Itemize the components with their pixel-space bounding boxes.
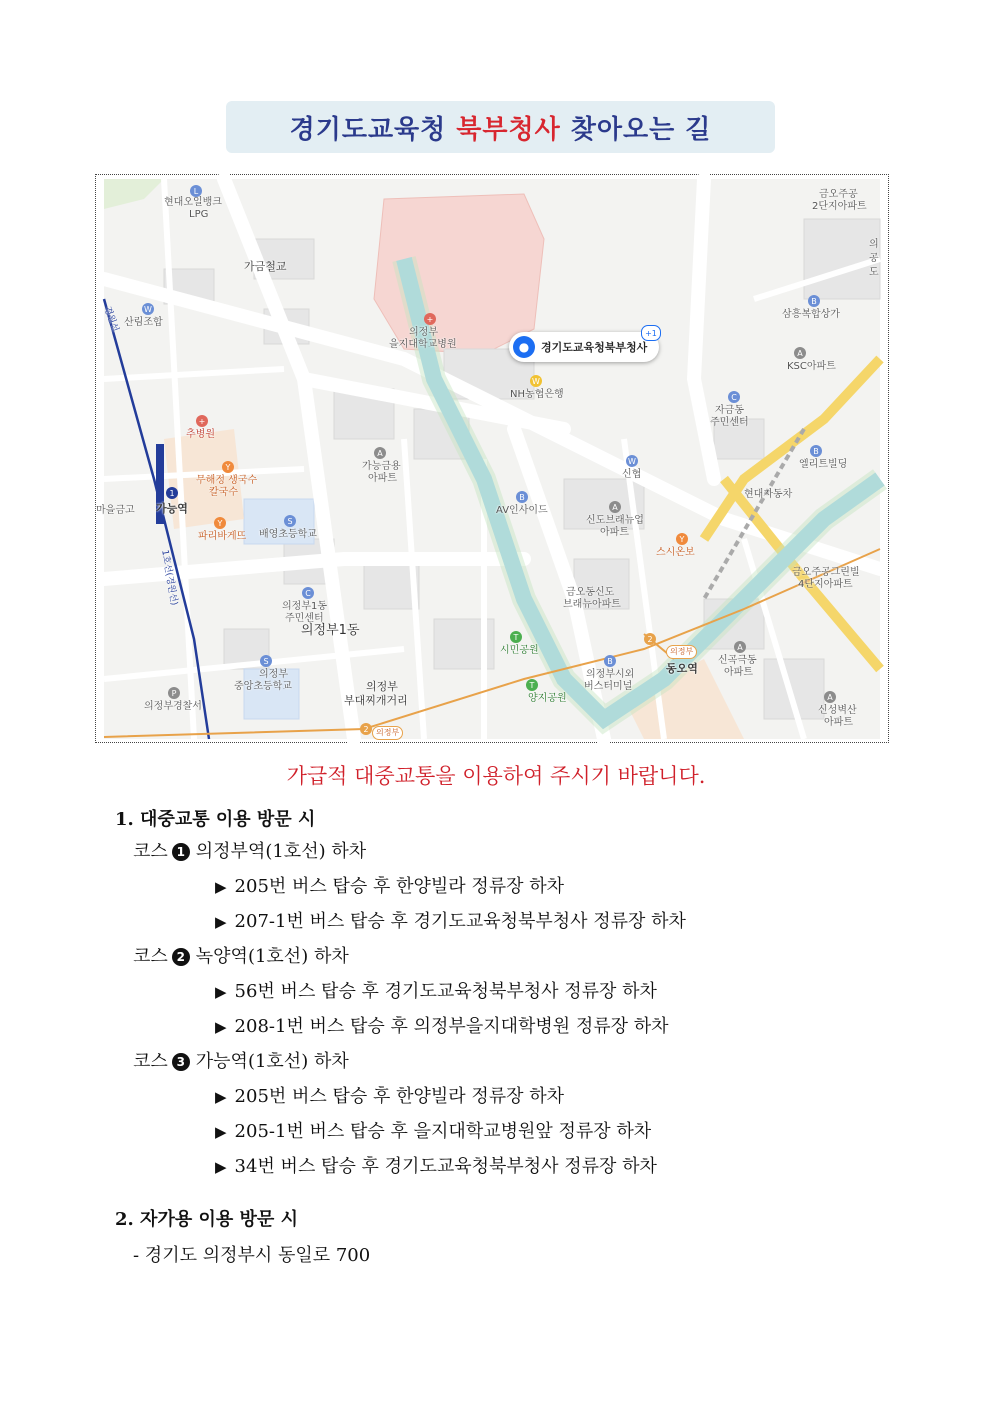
- course-number-badge: 2: [172, 948, 190, 966]
- map-label: 의정부: [259, 669, 288, 680]
- notice-text: 가급적 대중교통을 이용하여 주시기 바랍니다.: [286, 764, 706, 788]
- apartment-icon: A: [794, 347, 806, 359]
- map-label: 가금철교: [244, 260, 287, 273]
- route-item: [215, 910, 686, 934]
- course-prefix: 코스: [133, 1051, 168, 1072]
- map-label: 의정부경찰서: [144, 701, 202, 712]
- fuel-icon: L: [190, 185, 202, 197]
- map-label: 의: [869, 239, 879, 250]
- triangle-bullet-icon: ▶: [215, 983, 227, 1001]
- map-label: 동오역: [666, 662, 698, 675]
- map-label: 부대찌개거리: [344, 694, 408, 707]
- course-prefix: 코스: [133, 946, 168, 967]
- map-label: 주민센터: [285, 613, 324, 624]
- map-label: 배영초등학교: [259, 529, 317, 540]
- map-label: 아파트: [724, 667, 753, 678]
- destination-label: 경기도교육청북부청사: [541, 341, 648, 354]
- title-highlight: 북부청사: [456, 114, 561, 145]
- apartment-icon: A: [609, 501, 621, 513]
- title-prefix: 경기도교육청: [289, 114, 447, 145]
- restaurant-icon: Y: [214, 517, 226, 529]
- station-badge: 의정부: [372, 726, 403, 740]
- map-label: 현대자동차: [744, 489, 793, 500]
- police-icon: P: [168, 687, 180, 699]
- route-item: [215, 875, 564, 899]
- map-label: 의정부시외: [586, 669, 635, 680]
- map-label: 아파트: [600, 527, 629, 538]
- map-label: 마을금고: [96, 505, 135, 516]
- map-label: 산림조합: [124, 317, 163, 328]
- building-icon: B: [516, 491, 528, 503]
- map-label: AV인사이드: [496, 505, 548, 516]
- destination-badge: +1: [641, 325, 661, 341]
- title-suffix: 찾아오는 길: [570, 114, 712, 145]
- location-pin-icon: ●: [513, 336, 535, 358]
- apartment-icon: A: [824, 691, 836, 703]
- course-number-badge: 3: [172, 1053, 190, 1071]
- park-icon: T: [526, 679, 538, 691]
- map-label: 의정부: [366, 680, 398, 693]
- subway-icon: 2: [360, 723, 372, 735]
- map-label: NH농협은행: [510, 389, 564, 400]
- route-item: [215, 1085, 564, 1109]
- page-title: [226, 101, 775, 153]
- community-center-icon: C: [302, 587, 314, 599]
- map-label: 의정부1동: [282, 601, 328, 612]
- school-icon: S: [260, 655, 272, 667]
- map-label: 브래뉴아파트: [563, 599, 621, 610]
- route-item: [215, 1015, 669, 1039]
- subway-icon: 1: [166, 487, 178, 499]
- map-label: LPG: [189, 209, 209, 220]
- apartment-icon: A: [374, 447, 386, 459]
- route-text: 205-1번 버스 탑승 후 을지대학교병원앞 정류장 하차: [234, 1121, 652, 1142]
- map-label: KSC아파트: [787, 361, 836, 372]
- map-label: 금오주공: [819, 189, 858, 200]
- address-text: - 경기도 의정부시 동일로 700: [133, 1245, 371, 1266]
- subway-line-label: 1호선(경원선): [159, 549, 179, 607]
- map-label: 의정부1동: [301, 623, 360, 638]
- route-text: 205번 버스 탑승 후 한양빌라 정류장 하차: [234, 1086, 565, 1107]
- restaurant-icon: Y: [676, 533, 688, 545]
- course-3: [133, 1050, 349, 1074]
- map-label: 금오주공그린빌: [792, 567, 860, 578]
- community-center-icon: C: [728, 391, 740, 403]
- map-label: 신곡극동: [718, 655, 757, 666]
- map-label: 4단지아파트: [798, 579, 853, 590]
- map-label: 가능금용: [362, 461, 401, 472]
- map-label: 현대오일뱅크: [164, 197, 222, 208]
- triangle-bullet-icon: ▶: [215, 1088, 227, 1106]
- map-label: 을지대학교병원: [389, 339, 457, 350]
- triangle-bullet-icon: ▶: [215, 1158, 227, 1176]
- course-2: [133, 945, 349, 969]
- map-label: 가능역: [156, 502, 188, 515]
- map-label: 중앙초등학교: [234, 681, 292, 692]
- hospital-icon: +: [196, 415, 208, 427]
- school-icon: S: [284, 515, 296, 527]
- route-text: 205번 버스 탑승 후 한양빌라 정류장 하차: [234, 876, 565, 897]
- station-badge: 의정부: [666, 645, 697, 659]
- location-map: [95, 174, 889, 743]
- map-label: 신협: [622, 469, 642, 480]
- triangle-bullet-icon: ▶: [215, 878, 227, 896]
- bank-icon: W: [142, 303, 154, 315]
- map-label: 무해정 생국수: [196, 475, 258, 486]
- map-label: 의정부: [409, 327, 438, 338]
- map-label: 2단지아파트: [812, 201, 867, 212]
- map-label: 엘리트빌딩: [799, 459, 848, 470]
- course-station: 가능역(1호선) 하차: [195, 1051, 349, 1072]
- map-label: 아파트: [368, 473, 397, 484]
- triangle-bullet-icon: ▶: [215, 913, 227, 931]
- course-number-badge: 1: [172, 843, 190, 861]
- map-graphic: [104, 179, 880, 739]
- map-label: 아파트: [824, 717, 853, 728]
- map-label: 스시온보: [656, 547, 695, 558]
- park-icon: T: [510, 631, 522, 643]
- map-label: 신성벽산: [818, 705, 857, 716]
- triangle-bullet-icon: ▶: [215, 1018, 227, 1036]
- course-1: [133, 840, 366, 864]
- course-station: 의정부역(1호선) 하차: [195, 841, 367, 862]
- course-station: 녹양역(1호선) 하차: [195, 946, 349, 967]
- route-text: 34번 버스 탑승 후 경기도교육청북부청사 정류장 하차: [234, 1156, 657, 1177]
- apartment-icon: A: [734, 641, 746, 653]
- subway-icon: 2: [644, 633, 656, 645]
- route-item: [215, 980, 657, 1004]
- map-label: 금오동신도: [566, 587, 615, 598]
- map-label: 버스터미널: [584, 681, 633, 692]
- map-label: 공: [869, 253, 879, 264]
- section1-heading: 1. 대중교통 이용 방문 시: [115, 809, 316, 830]
- route-text: 208-1번 버스 탑승 후 의정부을지대학병원 정류장 하차: [234, 1016, 669, 1037]
- map-label: 주민센터: [710, 417, 749, 428]
- restaurant-icon: Y: [222, 461, 234, 473]
- route-text: 56번 버스 탑승 후 경기도교육청북부청사 정류장 하차: [234, 981, 657, 1002]
- subway-line-label: 경원선: [101, 305, 120, 334]
- map-label: 추병원: [186, 429, 215, 440]
- building-icon: B: [808, 295, 820, 307]
- map-label: 도: [869, 267, 879, 278]
- map-label: 양지공원: [528, 693, 567, 704]
- map-label: 자금동: [715, 405, 744, 416]
- route-text: 207-1번 버스 탑승 후 경기도교육청북부청사 정류장 하차: [234, 911, 686, 932]
- map-label: 파리바게뜨: [198, 531, 247, 542]
- building-icon: B: [810, 445, 822, 457]
- hospital-icon: +: [424, 313, 436, 325]
- map-canvas: [96, 179, 880, 739]
- route-item: [215, 1120, 651, 1144]
- map-label: 삼흥복합상가: [782, 309, 840, 320]
- map-label: 신도브래뉴업: [586, 515, 644, 526]
- bus-terminal-icon: B: [604, 655, 616, 667]
- bank-icon: W: [626, 455, 638, 467]
- map-label: 칼국수: [209, 487, 238, 498]
- destination-marker[interactable]: [509, 332, 659, 362]
- route-item: [215, 1155, 657, 1179]
- triangle-bullet-icon: ▶: [215, 1123, 227, 1141]
- bank-icon: W: [530, 375, 542, 387]
- course-prefix: 코스: [133, 841, 168, 862]
- map-label: 시민공원: [500, 645, 539, 656]
- section2-heading: 2. 자가용 이용 방문 시: [115, 1209, 298, 1230]
